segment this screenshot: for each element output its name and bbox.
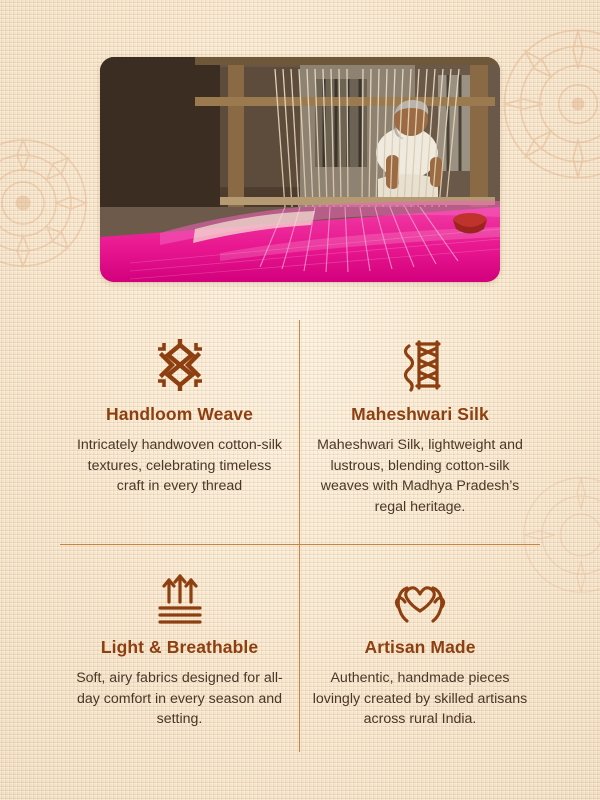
feature-description: Maheshwari Silk, lightweight and lustrous, blending cotton-silk weaves with Madhya Pradesh’s regal heritage. — [317, 437, 523, 516]
feature-card-artisan-made — [300, 545, 540, 752]
feature-description: Intricately handwoven cotton-silk textures, celebrating timeless craft in every thread — [76, 437, 283, 495]
feature-card-maheshwari-silk — [300, 320, 540, 545]
weaving-illustration — [100, 57, 500, 282]
handloom-weave-icon — [72, 334, 287, 396]
feature-card-handloom-weave — [60, 320, 300, 545]
feature-title: Light & Breathable — [100, 636, 259, 657]
hero-weaving-photo — [100, 57, 500, 282]
feature-grid — [60, 320, 540, 752]
hands-heart-icon — [312, 567, 528, 629]
feature-title: Handloom Weave — [106, 404, 253, 424]
feature-description: Authentic, handmade pieces lovingly created by skilled artisans across rural India. — [312, 669, 528, 728]
breathable-airflow-icon — [72, 567, 287, 629]
feature-title: Maheshwari Silk — [351, 404, 489, 424]
feature-card-light-breathable — [60, 545, 300, 752]
feature-title: Artisan Made — [364, 636, 476, 657]
silk-spool-icon — [312, 334, 528, 396]
feature-description: Soft, airy fabrics designed for all-day comfort in every season and setting. — [76, 669, 283, 728]
